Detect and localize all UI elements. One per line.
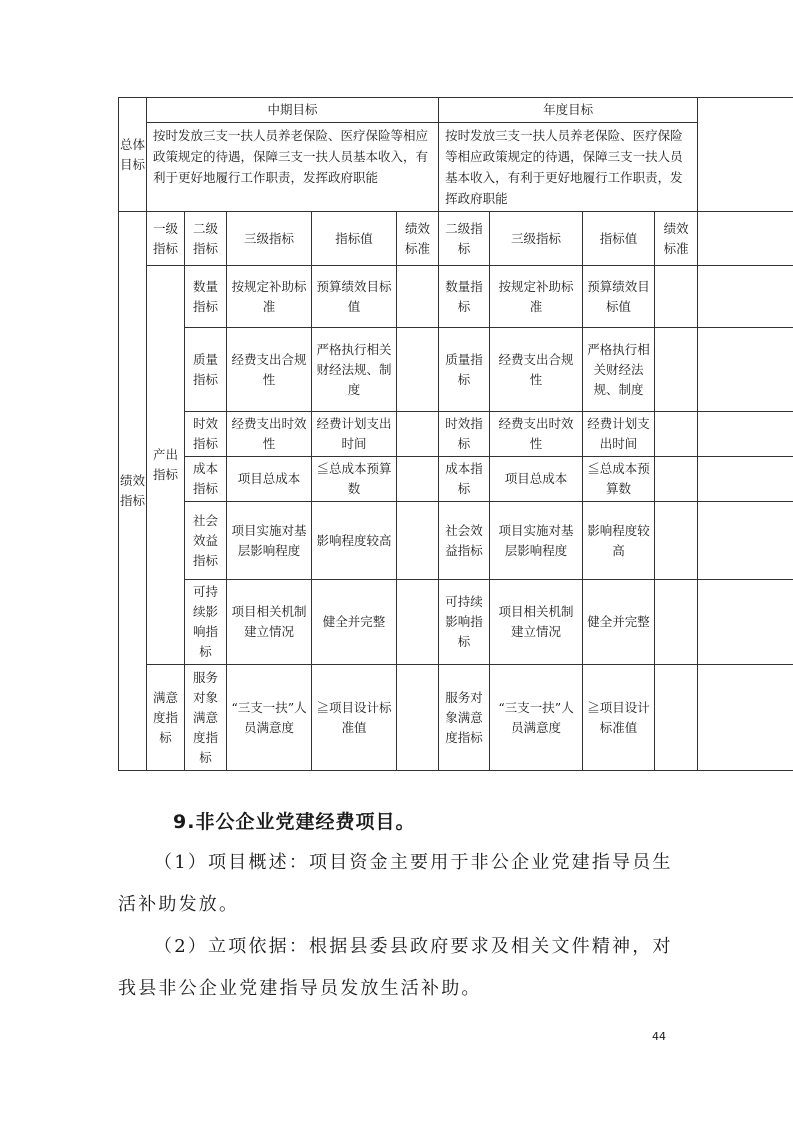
blank-cell [698,266,793,328]
value-cell: 严格执行相关财经法规、制度 [312,328,397,412]
annual-goal-text: 按时发放三支一扶人员养老保险、医疗保险等相应政策规定的待遇，保障三支一扶人员基本收入，有利于更好地履行工作职责，发挥政府职能 [439,123,698,212]
col-header-level3: 三级指标 [227,212,312,266]
value-cell: 预算绩效目标值 [312,266,397,328]
value-cell-annual: 严格执行相关财经法规、制度 [583,328,655,412]
value-cell-annual: 经费计划支出时间 [583,412,655,457]
page-number: 44 [652,1030,666,1043]
level2-cell-annual: 服务对象满意度指标 [439,665,490,771]
col-header-standard-annual: 绩效标准 [655,212,698,266]
blank-cell [698,412,793,457]
standard-cell [397,502,439,580]
value-cell-annual: 影响程度较高 [583,502,655,580]
col-header-level3-annual: 三级指标 [490,212,583,266]
level3-cell-annual: “三支一扶”人员满意度 [490,665,583,771]
value-cell: ≦总成本预算数 [312,457,397,502]
level2-cell-annual: 时效指标 [439,412,490,457]
level3-cell-annual: 按规定补助标准 [490,266,583,328]
level2-cell-annual: 可持续影响指标 [439,580,490,665]
value-cell-annual: ≦总成本预算数 [583,457,655,502]
overall-goal-label: 总体目标 [119,98,147,212]
col-header-standard: 绩效标准 [397,212,439,266]
level2-cell-annual: 社会效益指标 [439,502,490,580]
col-header-level1: 一级指标 [147,212,185,266]
annual-goal-header: 年度目标 [439,98,698,123]
value-cell: ≧项目设计标准值 [312,665,397,771]
blank-cell [698,502,793,580]
blank-cell [698,457,793,502]
standard-cell-annual [655,328,698,412]
value-cell: 健全并完整 [312,580,397,665]
output-indicator-label: 产出指标 [147,266,185,665]
standard-cell-annual [655,266,698,328]
project-overview-paragraph: （1）项目概述：项目资金主要用于非公企业党建指导员生活补助发放。 [118,852,673,915]
value-cell-annual: 健全并完整 [583,580,655,665]
standard-cell-annual [655,665,698,771]
standard-cell [397,457,439,502]
midterm-goal-text: 按时发放三支一扶人员养老保险、医疗保险等相应政策规定的待遇，保障三支一扶人员基本收入，有利于更好地履行工作职责，发挥政府职能 [147,123,439,212]
section-heading: 9.非公企业党建经费项目。 [173,811,416,833]
value-cell: 经费计划支出时间 [312,412,397,457]
col-header-value-annual: 指标值 [583,212,655,266]
level2-cell: 社会效益指标 [185,502,227,580]
level2-cell: 时效指标 [185,412,227,457]
level2-cell-annual: 质量指标 [439,328,490,412]
level2-cell: 数量指标 [185,266,227,328]
value-cell-annual: ≧项目设计标准值 [583,665,655,771]
satisfaction-indicator-label: 满意度指标 [147,665,185,771]
level3-cell: 项目相关机制建立情况 [227,580,312,665]
col-header-level2-annual: 二级指标 [439,212,490,266]
level3-cell-annual: 经费支出合规性 [490,328,583,412]
value-cell-annual: 预算绩效目标值 [583,266,655,328]
blank-cell [698,328,793,412]
level3-cell: 经费支出时效性 [227,412,312,457]
standard-cell [397,328,439,412]
level2-cell: 服务对象满意度指标 [185,665,227,771]
standard-cell [397,580,439,665]
level3-cell: 项目总成本 [227,457,312,502]
level2-cell: 成本指标 [185,457,227,502]
standard-cell [397,412,439,457]
level3-cell: 项目实施对基层影响程度 [227,502,312,580]
level3-cell: 按规定补助标准 [227,266,312,328]
blank-cell [698,665,793,771]
blank-cell [698,212,793,266]
level3-cell: 经费支出合规性 [227,328,312,412]
level2-cell: 可持续影响指标 [185,580,227,665]
standard-cell-annual [655,502,698,580]
col-header-value: 指标值 [312,212,397,266]
level2-cell-annual: 数量指标 [439,266,490,328]
level3-cell-annual: 项目相关机制建立情况 [490,580,583,665]
blank-cell [698,580,793,665]
project-basis-paragraph: （2）立项依据：根据县委县政府要求及相关文件精神，对我县非公企业党建指导员发放生活补助。 [118,936,673,999]
performance-target-table [118,97,793,771]
standard-cell-annual [655,412,698,457]
level2-cell-annual: 成本指标 [439,457,490,502]
standard-cell-annual [655,457,698,502]
standard-cell [397,665,439,771]
value-cell: 影响程度较高 [312,502,397,580]
performance-indicator-label: 绩效指标 [119,212,147,771]
midterm-goal-header: 中期目标 [147,98,439,123]
standard-cell [397,266,439,328]
level3-cell-annual: 项目总成本 [490,457,583,502]
level2-cell: 质量指标 [185,328,227,412]
blank-cell [698,98,793,212]
standard-cell-annual [655,580,698,665]
level3-cell-annual: 项目实施对基层影响程度 [490,502,583,580]
level3-cell: “三支一扶”人员满意度 [227,665,312,771]
col-header-level2: 二级指标 [185,212,227,266]
level3-cell-annual: 经费支出时效性 [490,412,583,457]
